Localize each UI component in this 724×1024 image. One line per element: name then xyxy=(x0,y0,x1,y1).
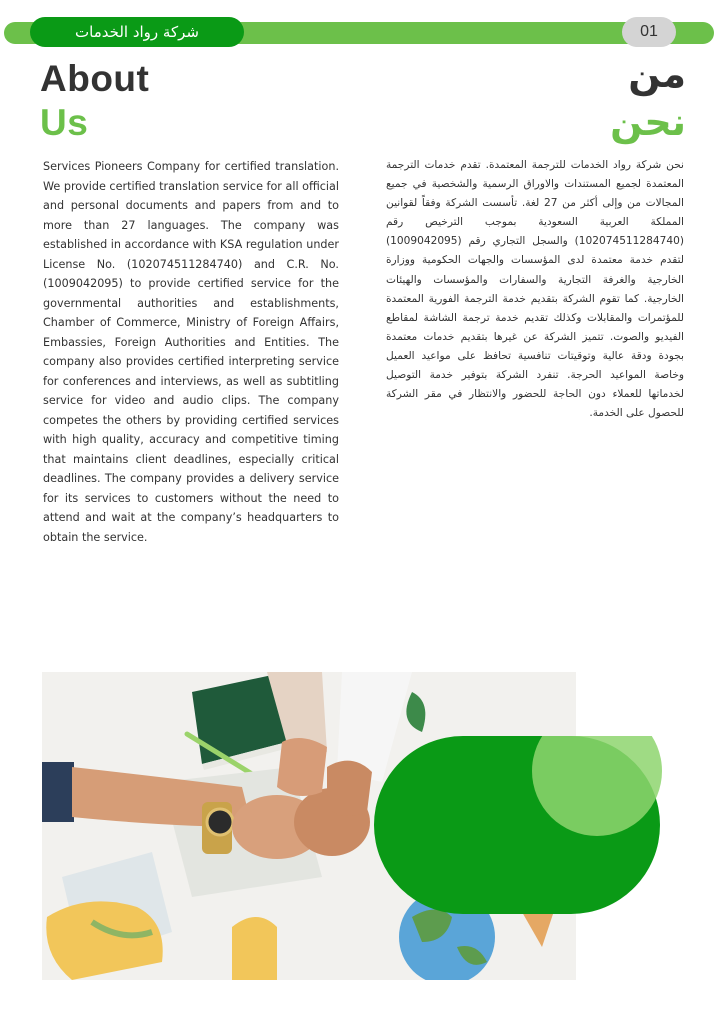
title-ar-line1: من xyxy=(628,52,686,96)
title-en-line1: About xyxy=(40,58,150,99)
title-ar-line2: نحن xyxy=(610,100,686,144)
title-en-line2: Us xyxy=(40,102,89,143)
about-paragraph-ar: نحن شركة رواد الخدمات للترجمة المعتمدة. تقدم خدمات الترجمة المعتمدة لجميع المستندات والاوراق الرسمية والشخصية في جميع المجالات من وإلى أكثر من 27 لغة. تأسست الشركة وفقاً لقوانين المملكة العربية السعودية بموجب الترخيص رقم (102074511284740) والسجل التجاري رقم (1009042095) لتقدم خدمة معتمدة لدى المؤسسات والجهات الحكومية ووزارة الخارجية والغرفة التجارية والسفارات والمؤسسات والهيئات الخارجية. كما تقوم الشركة بتقديم خدمة الترجمة الفورية المعتمدة للمؤتمرات والمقابلات وكذلك تقديم خدمة ترجمة الشاشة لمقاطع الفيديو والصوت. تتميز الشركة عن غيرها بتقديم خدمات معتمدة بجودة ودقة عالية وتوقيتات تنافسية تحافظ على مواعيد العميل وخاصة المواعيد الحرجة. تنفرد الشركة بتوفير خدمة التوصيل لخدماتها للعملاء دون الحاجة للحضور والانتظار في مقر الشركة للحصول على الخدمة. xyxy=(386,159,684,420)
about-paragraph-en: Services Pioneers Company for certified translation. We provide certified translation service for all official and personal documents and papers from and to more than 27 languages. The company was established in accordance with KSA regulation under License No. (1020745​11284740) and C.R. No. (1009042095) to provide certified service for the governmental authorities and establishments, Chamber of Commerce, Ministry of Foreign Affairs, Embassies, Foreign Authorities and Entities. The company also provides certified interpreting service for conferences and interviews, as well as subtitling service for video and audio clips. The company competes the others by providing certified services with high quality, accuracy and competitive timing that maintains client deadlines, especially critical deadlines. The company provides a delivery service for its services to customers without the need to attend and wait at the company’s headquarters to obtain the service. xyxy=(43,160,339,544)
company-name-badge: شركة رواد الخدمات xyxy=(30,17,244,47)
page-number: 01 xyxy=(622,17,676,47)
